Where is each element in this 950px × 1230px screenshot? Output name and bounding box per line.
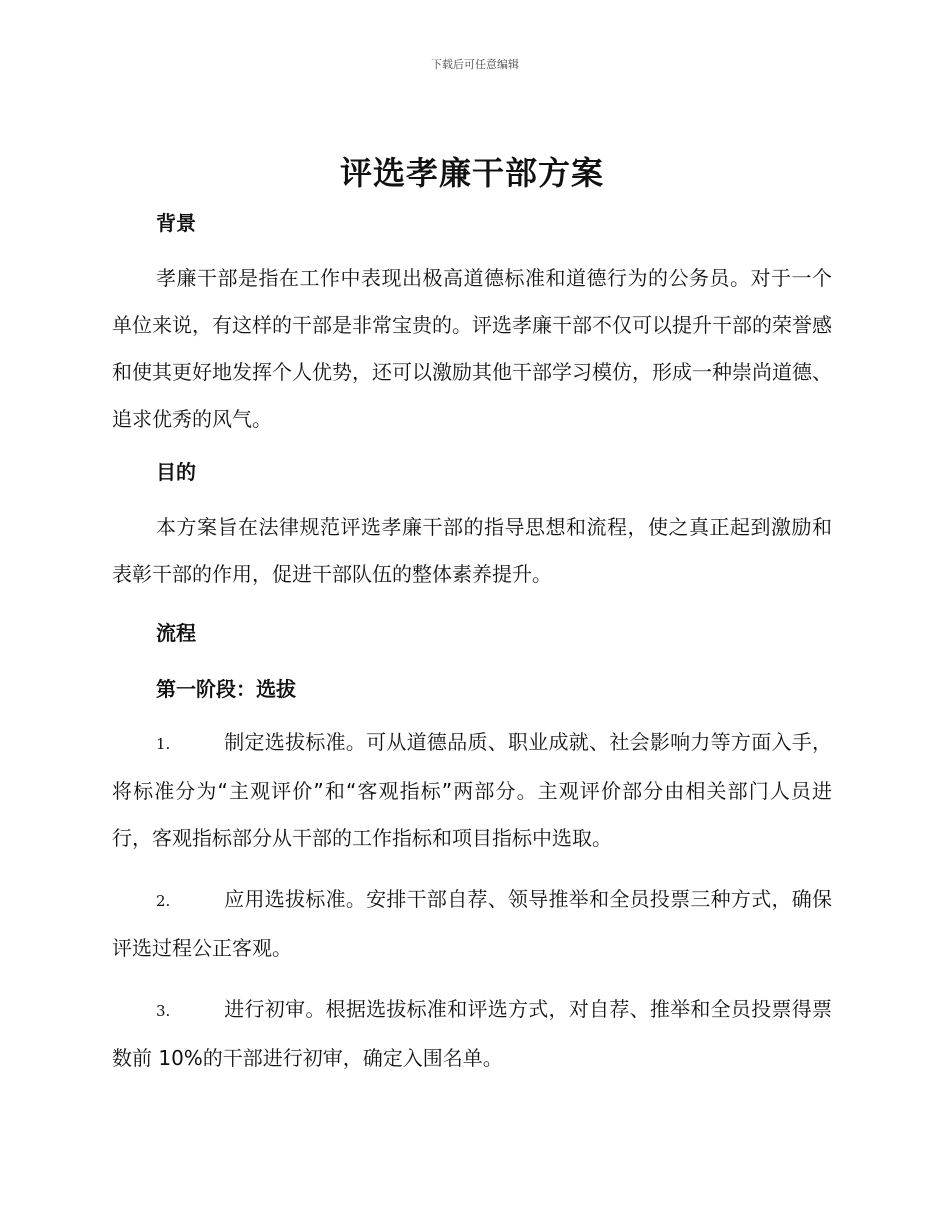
list-item-number: 2. [156, 892, 171, 910]
header-note: 下载后可任意编辑 [431, 58, 519, 71]
list-item-text: 应用选拔标准。安排干部自荐、领导推举和全员投票三种方式，确保评选过程公正客观。 [112, 887, 832, 960]
document-body [112, 150, 832, 1082]
paragraph-purpose: 本方案旨在法律规范评选孝廉干部的指导思想和流程，使之真正起到激励和表彰干部的作用，促进干部队伍的整体素养提升。 [112, 515, 832, 586]
heading-stage-1: 第一阶段：选拔 [156, 677, 296, 701]
heading-background: 背景 [156, 211, 196, 235]
list-item [112, 876, 832, 972]
list-item-number: 1. [156, 735, 171, 753]
list-item-text: 制定选拔标准。可从道德品质、职业成就、社会影响力等方面入手，将标准分为“主观评价”和“客观指标”两部分。主观评价部分由相关部门人员进行，客观指标部分从干部的工作指标和项目指标中选取。 [112, 730, 832, 850]
list-item [112, 719, 832, 862]
list-item-text: 进行初审。根据选拔标准和评选方式，对自荐、推举和全员投票得票数前 10%的干部进行初审，确定入围名单。 [112, 997, 832, 1070]
list-item-number: 3. [156, 1002, 171, 1020]
list-item [112, 986, 832, 1082]
heading-process: 流程 [156, 621, 196, 645]
heading-purpose: 目的 [156, 460, 196, 484]
document-title: 评选孝廉干部方案 [339, 154, 604, 192]
paragraph-background: 孝廉干部是指在工作中表现出极高道德标准和道德行为的公务员。对于一个单位来说，有这样的干部是非常宝贵的。评选孝廉干部不仅可以提升干部的荣誉感和使其更好地发挥个人优势，还可以激励其他干部学习模仿，形成一种崇尚道德、追求优秀的风气。 [112, 266, 832, 431]
